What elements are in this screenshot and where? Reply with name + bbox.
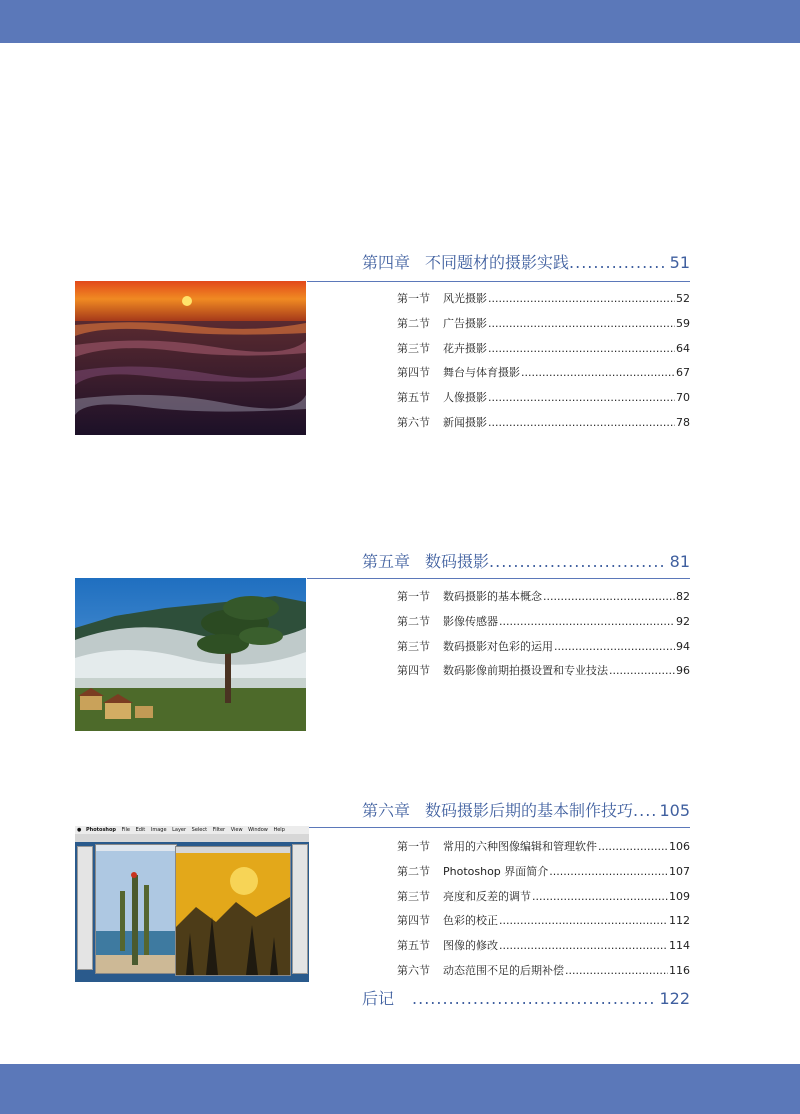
leader-dots	[543, 590, 675, 603]
chapter-number: 第六章	[362, 801, 411, 820]
section-number: 第一节	[397, 840, 430, 853]
chapter-rule	[307, 281, 690, 282]
section-title: 数码影像前期拍摄设置和专业技法	[443, 664, 608, 678]
leader-dots	[549, 865, 668, 878]
misty-mountain-image	[75, 578, 306, 731]
screenshot-toolbox	[77, 846, 93, 970]
leader-dots	[488, 416, 675, 429]
section-number: 第五节	[397, 939, 430, 953]
section-title: 常用的六种图像编辑和管理软件	[443, 840, 597, 853]
chapter-number: 第四章	[362, 253, 411, 272]
section-number: 第六节	[397, 415, 430, 429]
leader-dots	[565, 964, 668, 977]
chapter-title: 不同题材的摄影实践	[425, 253, 570, 272]
top-band	[0, 0, 800, 43]
menu-item: Photoshop	[85, 827, 117, 833]
section-title: 人像摄影	[443, 391, 487, 405]
chapter-6-toc	[397, 838, 690, 987]
screenshot-options-bar	[75, 834, 309, 842]
section-title: 影像传感器	[443, 614, 498, 628]
section-title: 花卉摄影	[443, 341, 487, 355]
toc-entry[interactable]	[397, 662, 690, 687]
section-page: 114	[669, 939, 690, 953]
toc-entry[interactable]	[397, 638, 690, 663]
afterword-page: 122	[659, 989, 690, 1008]
bottom-band	[0, 1064, 800, 1114]
afterword-title: 后记	[362, 989, 395, 1008]
leader-dots	[598, 840, 668, 853]
leader-dots	[499, 615, 675, 628]
section-number: 第二节	[397, 614, 430, 628]
menu-item: File	[121, 827, 130, 833]
section-title: Photoshop 界面简介	[443, 864, 549, 878]
leader-dots	[633, 801, 655, 820]
section-title: 图像的修改	[443, 939, 498, 953]
toc-entry[interactable]	[397, 912, 690, 937]
section-page: 82	[676, 590, 690, 603]
section-title: 动态范围不足的后期补偿	[443, 963, 564, 977]
apple-icon: ●	[77, 827, 82, 833]
section-page: 92	[676, 614, 690, 628]
sunset-seascape-photo	[75, 281, 306, 435]
chapter-title: 数码摄影后期的基本制作技巧	[425, 801, 634, 820]
toc-entry[interactable]	[397, 613, 690, 638]
section-page: 96	[676, 664, 690, 678]
menu-item: View	[230, 827, 243, 833]
toc-entry[interactable]	[397, 315, 690, 340]
chapter-5-toc	[397, 588, 690, 687]
section-number: 第四节	[397, 664, 430, 678]
toc-entry[interactable]	[397, 937, 690, 962]
section-number: 第二节	[397, 316, 430, 330]
menu-item: Layer	[172, 827, 187, 833]
section-number: 第一节	[397, 590, 430, 603]
screenshot-cactus-window	[95, 844, 177, 974]
chapter-5-heading[interactable]	[362, 549, 690, 575]
section-page: 94	[676, 639, 690, 653]
leader-dots	[532, 890, 668, 903]
chapter-page: 51	[669, 253, 690, 272]
section-page: 112	[669, 914, 690, 928]
screenshot-menubar	[75, 826, 309, 834]
screenshot-palette	[292, 844, 308, 974]
chapter-number: 第五章	[362, 552, 411, 571]
leader-dots	[499, 914, 668, 927]
misty-mountain-photo	[75, 578, 306, 731]
section-title: 舞台与体育摄影	[443, 366, 520, 380]
section-title: 风光摄影	[443, 292, 487, 305]
toc-entry[interactable]	[397, 364, 690, 389]
toc-entry[interactable]	[397, 340, 690, 365]
section-title: 广告摄影	[443, 316, 487, 330]
section-number: 第三节	[397, 341, 430, 355]
toc-entry[interactable]	[397, 962, 690, 987]
leader-dots	[489, 552, 666, 571]
menu-item: Filter	[212, 827, 226, 833]
section-page: 107	[669, 864, 690, 878]
leader-dots	[609, 664, 675, 677]
section-number: 第四节	[397, 366, 430, 380]
sunset-seascape-image	[75, 281, 306, 435]
menu-item: Help	[273, 827, 285, 833]
section-number: 第三节	[397, 889, 430, 903]
section-page: 109	[669, 889, 690, 903]
leader-dots	[488, 292, 675, 305]
section-page: 78	[676, 415, 690, 429]
forest-sunset-image	[176, 847, 290, 975]
section-title: 数码摄影的基本概念	[443, 590, 542, 603]
section-number: 第一节	[397, 292, 430, 305]
section-title: 亮度和反差的调节	[443, 889, 531, 903]
section-page: 70	[676, 391, 690, 405]
toc-entry[interactable]	[397, 588, 690, 613]
section-page: 116	[669, 963, 690, 977]
toc-entry[interactable]	[397, 838, 690, 863]
section-number: 第三节	[397, 639, 430, 653]
menu-item: Edit	[135, 827, 146, 833]
toc-entry[interactable]	[397, 414, 690, 439]
chapter-rule	[307, 827, 690, 828]
afterword-heading[interactable]	[362, 986, 690, 1012]
leader-dots	[488, 317, 675, 330]
toc-entry[interactable]	[397, 863, 690, 888]
section-page: 59	[676, 316, 690, 330]
chapter-page: 105	[659, 801, 690, 820]
leader-dots	[412, 989, 655, 1008]
menu-item: Select	[191, 827, 208, 833]
chapter-title: 数码摄影	[425, 552, 490, 571]
leader-dots	[488, 342, 675, 355]
section-title: 色彩的校正	[443, 914, 498, 928]
cactus-image	[96, 845, 176, 973]
chapter-rule	[307, 578, 690, 579]
toc-entry[interactable]	[397, 888, 690, 913]
section-number: 第二节	[397, 864, 430, 878]
chapter-4-heading[interactable]	[362, 250, 690, 276]
leader-dots	[569, 253, 666, 272]
chapter-4-toc	[397, 290, 690, 439]
toc-entry[interactable]	[397, 389, 690, 414]
chapter-6-heading[interactable]	[362, 798, 690, 824]
leader-dots	[554, 640, 675, 653]
chapter-page: 81	[669, 552, 690, 571]
toc-entry[interactable]	[397, 290, 690, 315]
menu-item: Window	[248, 827, 268, 833]
section-title: 新闻摄影	[443, 415, 487, 429]
menu-item: Image	[150, 827, 167, 833]
section-title: 数码摄影对色彩的运用	[443, 639, 553, 653]
section-number: 第四节	[397, 914, 430, 928]
leader-dots	[488, 391, 675, 404]
section-page: 67	[676, 366, 690, 380]
section-page: 106	[669, 840, 690, 853]
screenshot-forest-window	[175, 846, 291, 976]
section-number: 第六节	[397, 963, 430, 977]
leader-dots	[521, 366, 675, 379]
photoshop-interface-screenshot	[75, 826, 309, 982]
leader-dots	[499, 939, 668, 952]
section-page: 64	[676, 341, 690, 355]
section-page: 52	[676, 292, 690, 305]
section-number: 第五节	[397, 391, 430, 405]
